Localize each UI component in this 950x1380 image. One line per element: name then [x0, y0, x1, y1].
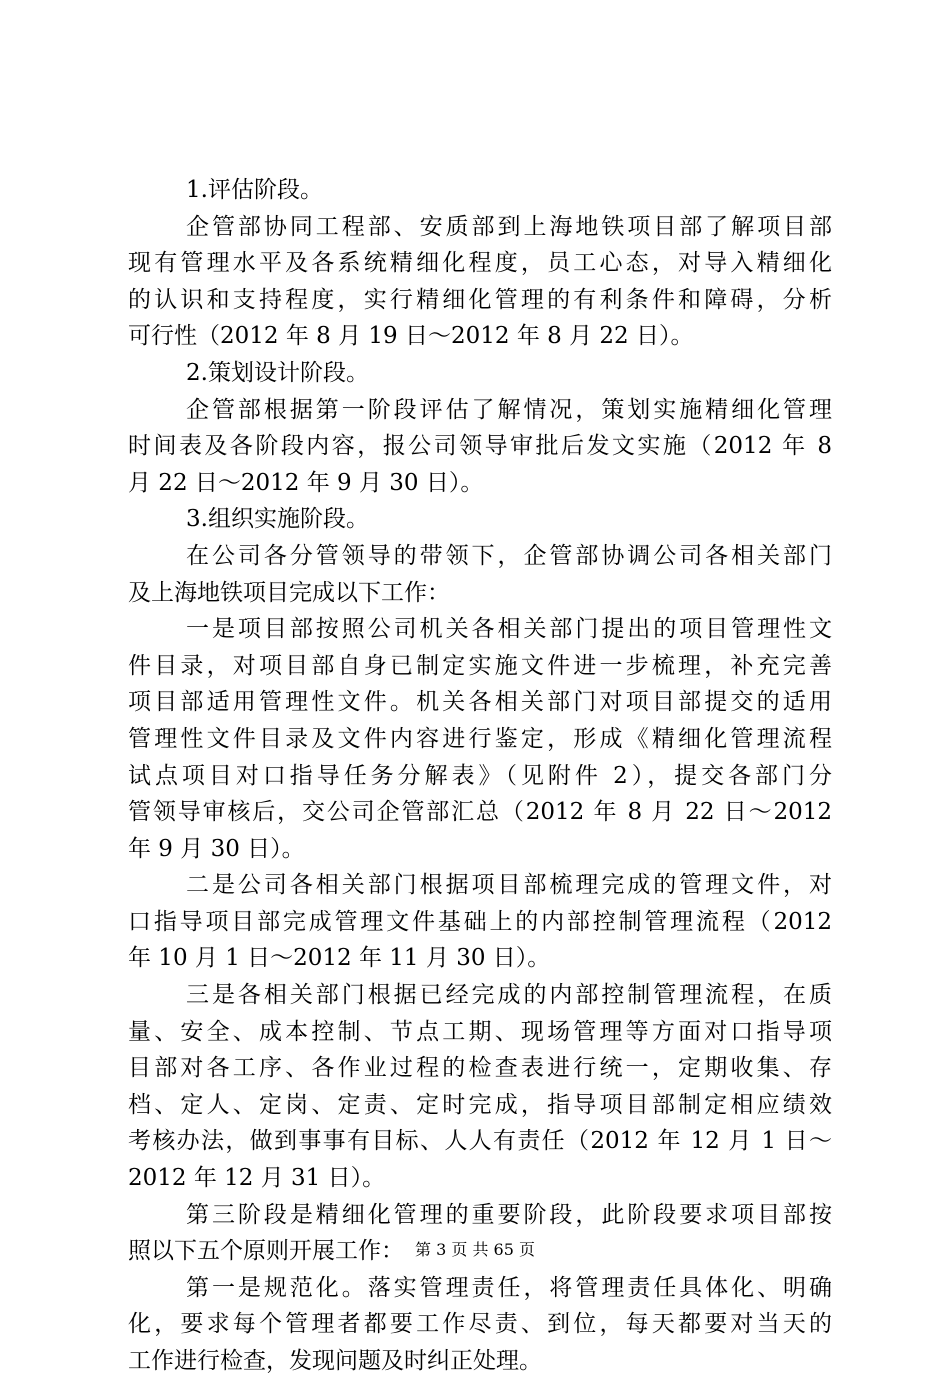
text-line: 及上海地铁项目完成以下工作：	[128, 579, 450, 606]
text-line: 的认识和支持程度，实行精细化管理的有利条件和障碍，分析	[128, 286, 832, 313]
text-line: 3.组织实施阶段。	[186, 506, 369, 533]
text-line: 可行性（2012 年 8 月 19 日～2012 年 8 月 22 日）。	[128, 323, 694, 350]
text-line: 企管部根据第一阶段评估了解情况，策划实施精细化管理	[186, 396, 832, 423]
text-line: 管理性文件目录及文件内容进行鉴定，形成《精细化管理流程	[128, 725, 832, 752]
text-line: 照以下五个原则开展工作：	[128, 1238, 404, 1265]
text-line: 三是各相关部门根据已经完成的内部控制管理流程，在质	[186, 982, 832, 1009]
text-line: 第三阶段是精细化管理的重要阶段，此阶段要求项目部按	[186, 1201, 832, 1228]
text-line: 月 22 日～2012 年 9 月 30 日）。	[128, 469, 484, 496]
text-line: 档、定人、定岗、定责、定时完成，指导项目部制定相应绩效	[128, 1091, 832, 1118]
text-line: 管领导审核后，交公司企管部汇总（2012 年 8 月 22 日～2012	[128, 799, 832, 826]
text-line: 项目部适用管理性文件。机关各相关部门对项目部提交的适用	[128, 689, 832, 716]
text-line: 考核办法，做到事事有目标、人人有责任（2012 年 12 月 1 日～	[128, 1128, 832, 1155]
page-footer: 第 3 页 共 65 页	[415, 1240, 535, 1259]
text-line: 一是项目部按照公司机关各相关部门提出的项目管理性文	[186, 616, 832, 643]
text-line: 2012 年 12 月 31 日）。	[128, 1165, 386, 1192]
body-text	[128, 172, 832, 1380]
text-line: 二是公司各相关部门根据项目部梳理完成的管理文件，对	[186, 872, 832, 899]
text-line: 目部对各工序、各作业过程的检查表进行统一，定期收集、存	[128, 1055, 832, 1082]
text-line: 件目录，对项目部自身已制定实施文件进一步梳理，补充完善	[128, 652, 832, 679]
text-line: 时间表及各阶段内容，报公司领导审批后发文实施（2012 年 8	[128, 433, 832, 460]
text-line: 1.评估阶段。	[186, 177, 323, 203]
text-line: 第一是规范化。落实管理责任，将管理责任具体化、明确	[186, 1274, 832, 1301]
text-line: 现有管理水平及各系统精细化程度，员工心态，对导入精细化	[128, 250, 832, 277]
text-line: 化，要求每个管理者都要工作尽责、到位，每天都要对当天的	[128, 1311, 832, 1338]
text-line: 在公司各分管领导的带领下，企管部协调公司各相关部门	[186, 542, 832, 569]
text-line: 量、安全、成本控制、节点工期、现场管理等方面对口指导项	[128, 1018, 832, 1045]
text-line: 年 10 月 1 日～2012 年 11 月 30 日）。	[128, 945, 551, 972]
text-line: 年 9 月 30 日）。	[128, 835, 305, 862]
text-line: 工作进行检查，发现问题及时纠正处理。	[128, 1348, 542, 1374]
text-line: 口指导项目部完成管理文件基础上的内部控制管理流程（2012	[128, 908, 832, 935]
text-line: 2.策划设计阶段。	[186, 359, 369, 386]
text-line: 试点项目对口指导任务分解表》（见附件 2），提交各部门分	[128, 762, 832, 789]
text-line: 企管部协同工程部、安质部到上海地铁项目部了解项目部	[186, 213, 832, 240]
